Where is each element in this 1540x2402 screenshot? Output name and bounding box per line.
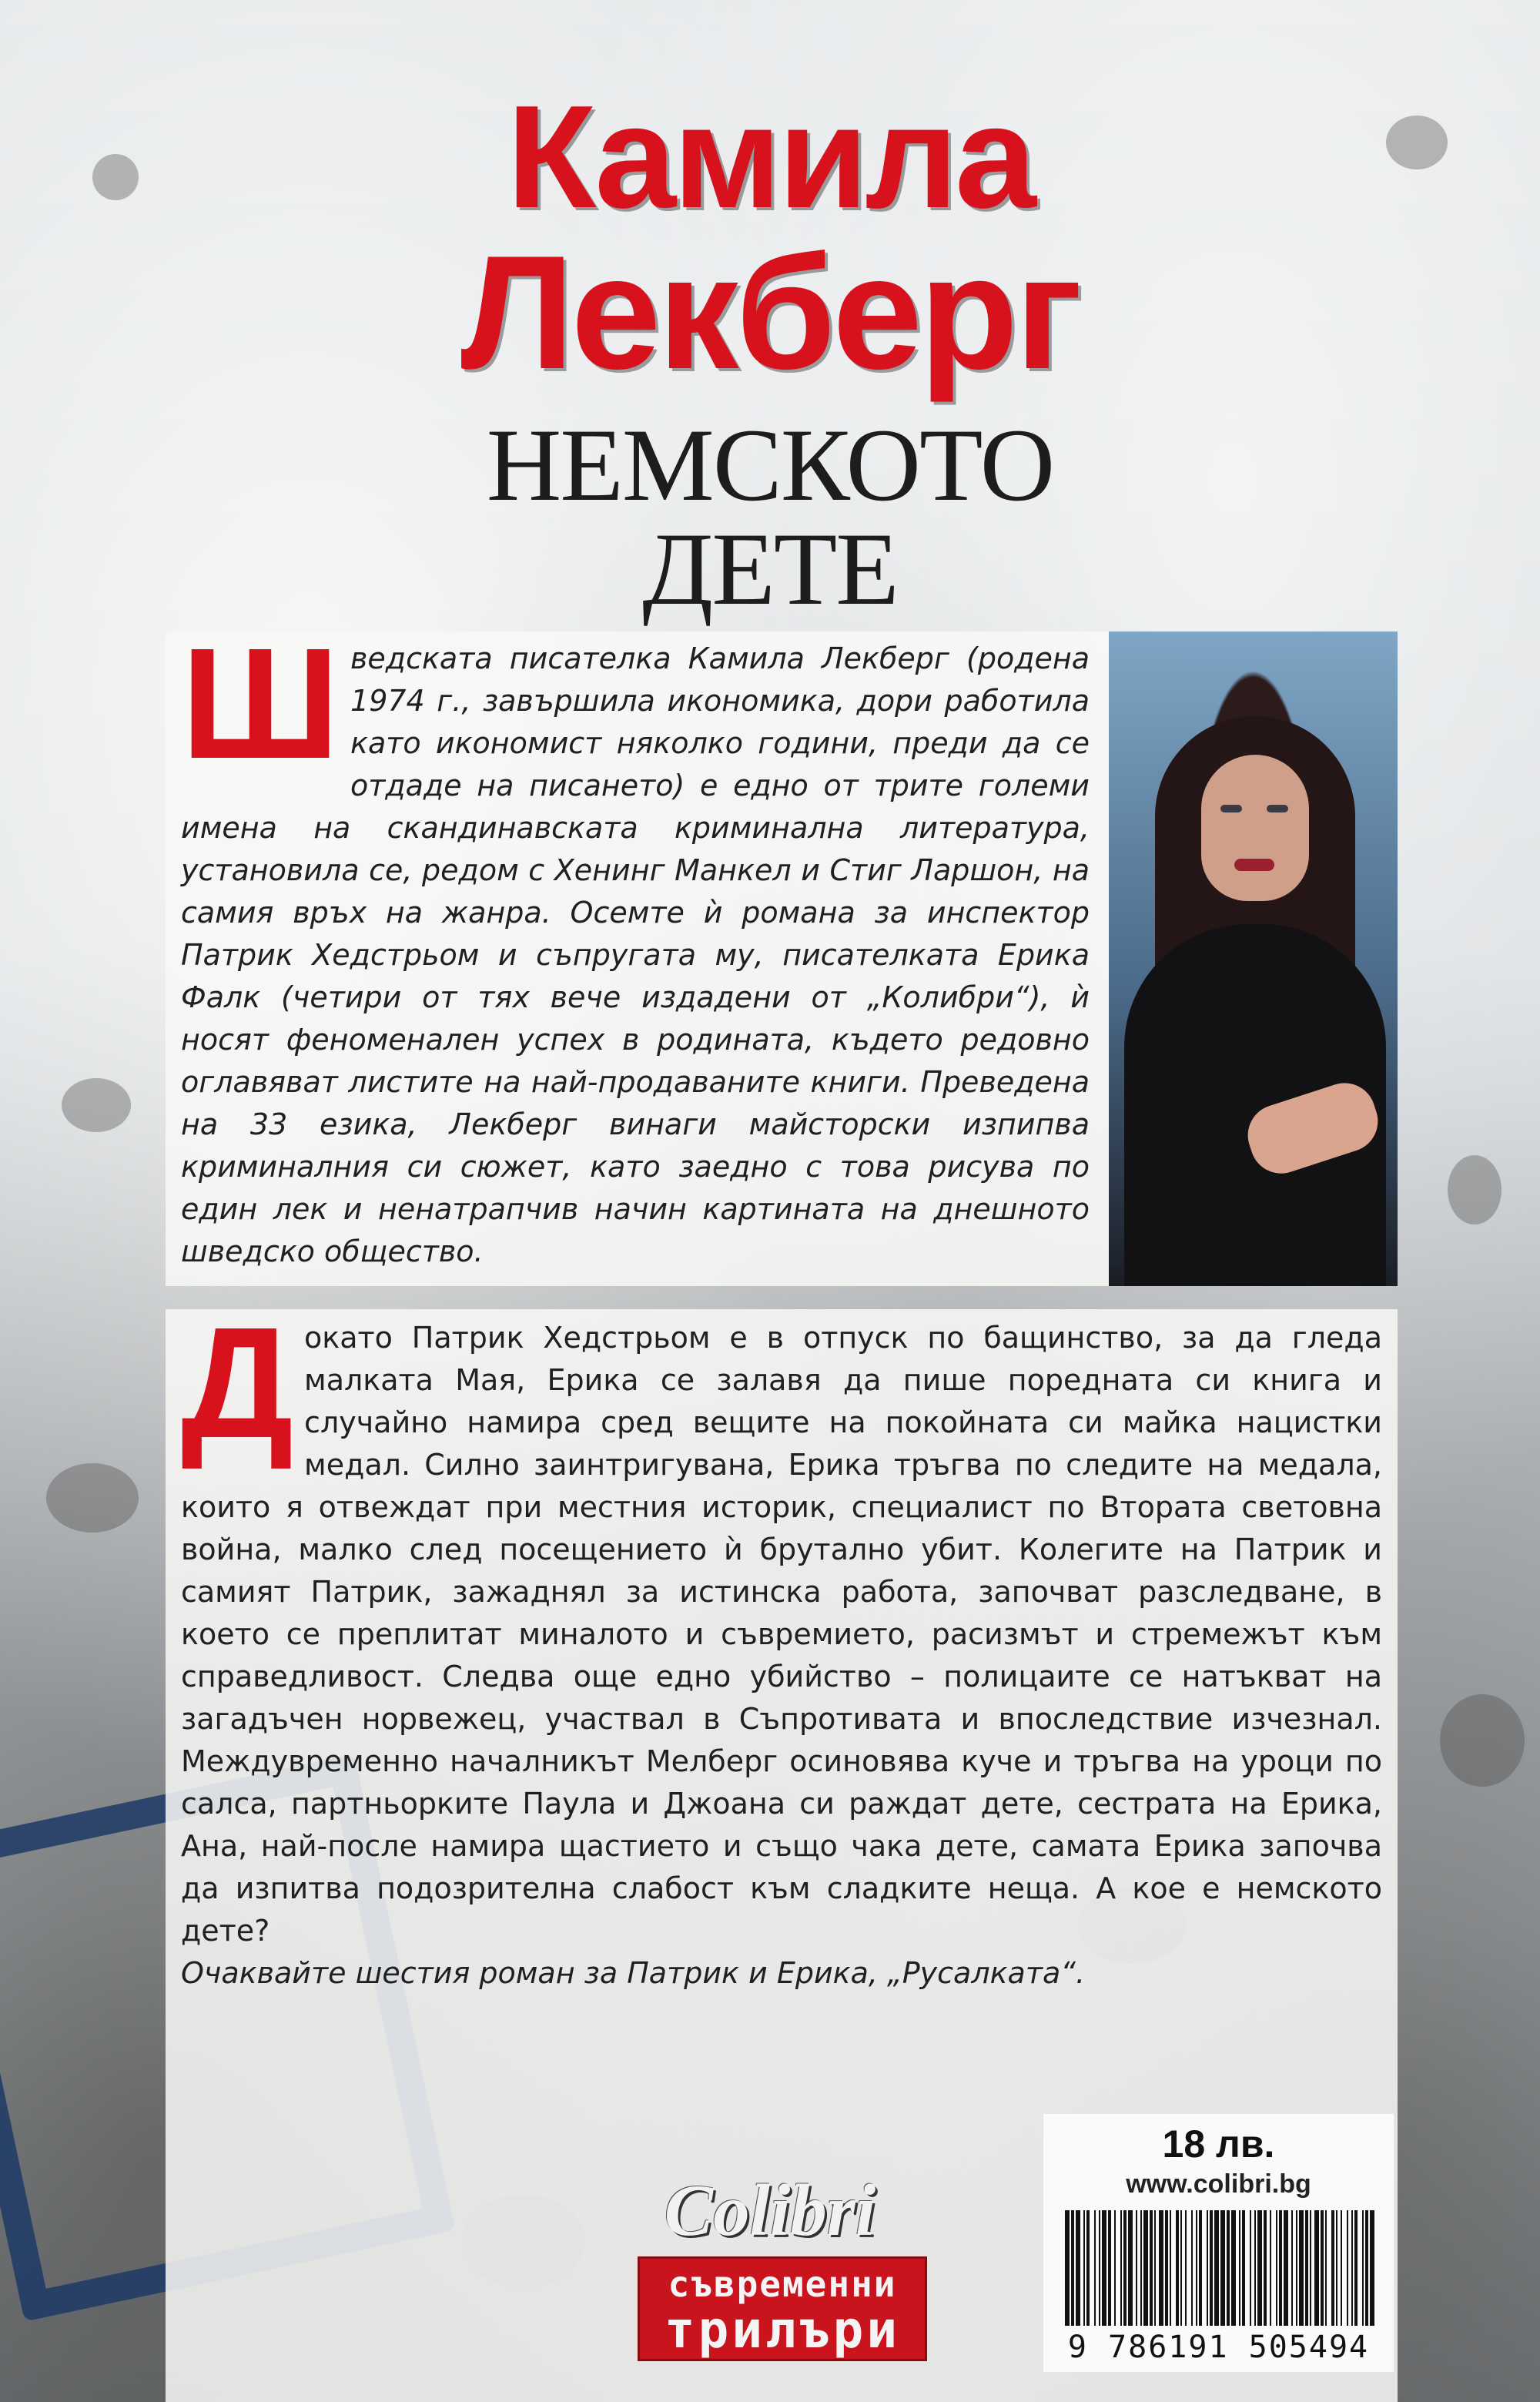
plot-body: окато Патрик Хедстрьом е в отпуск по бащинство, за да гледа малката Мая, Ерика се залавя да пише поредната си книга и случайно намира сред вещите на покойната си майка нацистки медал. Силно заинтригувана, Ерика тръгва по следите на медала, които я отвеждат при местния историк, специалист по Втората световна война, малко след посещението ѝ брутално убит. Колегите на Патрик и самият Патрик, зажаднял за истинска работа, започват разследване, в което се преплитат миналото и съвремието, расизмът и стремежът към справедливост. Следва още едно убийство – полицаите се натъкват на загадъчен норвежец, участвал в Съпротивата и впоследствие изчезнал. Междувременно началникът Мелберг осиновява куче и тръгва на уроци по салса, партньорките Паула и Джоана си раждат дете, сестрата на Ерика, Ана, най-после намира щастието и също чака дете, самата Ерика започва да изпитва подозрителна слабост към сладките неща. А кое е немското дете? <box>181 1321 1382 1948</box>
barcode-bar <box>1083 2210 1085 2326</box>
barcode-bar <box>1071 2210 1074 2326</box>
publisher-logo: Colibri <box>664 2169 876 2251</box>
barcode-bar <box>1094 2210 1096 2326</box>
barcode-bar <box>1270 2210 1271 2326</box>
plot-dropcap: Д <box>181 1295 294 1471</box>
barcode-bar <box>1347 2210 1348 2326</box>
barcode-bar <box>1239 2210 1240 2326</box>
barcode-bar <box>1250 2210 1251 2326</box>
barcode-bar <box>1185 2210 1187 2326</box>
barcode-bar <box>1220 2210 1225 2326</box>
series-line1: съвременни <box>668 2263 897 2305</box>
barcode-bar <box>1165 2210 1168 2326</box>
barcode-bar <box>1143 2210 1148 2326</box>
barcode-bar <box>1336 2210 1337 2326</box>
barcode-bar <box>1214 2210 1219 2326</box>
photo-face <box>1201 755 1309 901</box>
barcode-bar <box>1276 2210 1277 2326</box>
barcode-bar <box>1254 2210 1256 2326</box>
barcode-bar <box>1257 2210 1262 2326</box>
series-line2: трилъри <box>664 2300 901 2360</box>
photo-lips <box>1234 859 1274 871</box>
barcode-bar <box>1102 2210 1106 2326</box>
barcode-bar <box>1296 2210 1297 2326</box>
isbn-number: 9 786191 505494 <box>1067 2330 1370 2365</box>
barcode-bar <box>1284 2210 1288 2326</box>
barcode-bar <box>1114 2210 1116 2326</box>
book-title-line1: НЕМСКОТО <box>486 408 1054 523</box>
author-bio-panel <box>166 615 1398 1286</box>
barcode-bar <box>1242 2210 1245 2326</box>
snow-stain <box>1448 1155 1502 1224</box>
barcode-bar <box>1331 2210 1334 2326</box>
series-badge <box>638 2256 927 2361</box>
barcode-image <box>1060 2210 1376 2326</box>
barcode-bar <box>1291 2210 1293 2326</box>
author-photo <box>1109 631 1398 1286</box>
barcode-bar <box>1362 2210 1364 2326</box>
barcode-bar <box>1341 2210 1342 2326</box>
barcode-bar <box>1076 2210 1080 2326</box>
photo-eye <box>1220 805 1242 812</box>
barcode-bar <box>1365 2210 1368 2326</box>
barcode-bar <box>1310 2210 1311 2326</box>
barcode-bar <box>1210 2210 1213 2326</box>
barcode-bar <box>1314 2210 1319 2326</box>
author-first-name: Камила <box>507 75 1033 239</box>
snow-stain <box>62 1078 131 1132</box>
book-title-line2: ДЕТЕ <box>642 512 898 627</box>
bio-body: ведската писателка Камила Лекберг (родена 1974 г., завършила икономика, дори работила като икономист няколко години, преди да се отдаде на писането) е едно от трите големи имена на скандинавската криминална литература, установила се, редом с Хенинг Манкел и Стиг Ларшон, на самия връх на жанра. Осемте ѝ романа за инспектор Патрик Хедстрьом и съпругата му, писателката Ерика Фалк (четири от тях вече издадени от „Колибри“), ѝ носят феноменален успех в родината, където редовно оглавяват листите на най-продаваните книги. Преведена на 33 езика, Лекберг винаги майсторски изпипва криминалния си сюжет, като заедно с това рисува по един лек и ненатрапчив начин картината на днешното шведско общество. <box>181 642 1090 1268</box>
barcode-bar <box>1325 2210 1327 2326</box>
snow-stain <box>46 1463 139 1533</box>
barcode-bar <box>1065 2210 1070 2326</box>
barcode-bar <box>1108 2210 1111 2326</box>
barcode-bar <box>1305 2210 1308 2326</box>
publisher-website: www.colibri.bg <box>1126 2169 1311 2199</box>
plot-summary-text <box>181 1295 1382 1995</box>
barcode-bar <box>1199 2210 1202 2326</box>
barcode-bar <box>1176 2210 1179 2326</box>
bio-dropcap: Ш <box>181 615 340 792</box>
barcode-bar <box>1279 2210 1282 2326</box>
barcode-bar <box>1351 2210 1353 2326</box>
barcode-bar <box>1227 2210 1230 2326</box>
snow-stain <box>1440 1694 1525 1787</box>
barcode-bar <box>1354 2210 1358 2326</box>
barcode-bar <box>1123 2210 1127 2326</box>
barcode-bar <box>1150 2210 1153 2326</box>
price-barcode-box <box>1043 2114 1394 2372</box>
author-bio-text <box>181 615 1090 1273</box>
barcode-bar <box>1231 2210 1236 2326</box>
barcode-bar <box>1180 2210 1182 2326</box>
barcode-bar <box>1159 2210 1163 2326</box>
barcode-bar <box>1120 2210 1122 2326</box>
barcode-bar <box>1299 2210 1304 2326</box>
barcode-bar <box>1140 2210 1142 2326</box>
barcode-bar <box>1196 2210 1197 2326</box>
plot-closing: Очаквайте шестия роман за Патрик и Ерика, „Русалката“. <box>181 1956 1086 1990</box>
price-label: 18 лв. <box>1162 2122 1275 2166</box>
barcode-bar <box>1099 2210 1100 2326</box>
author-last-name: Лекберг <box>460 222 1080 403</box>
barcode-bar <box>1264 2210 1267 2326</box>
barcode-bar <box>1154 2210 1156 2326</box>
barcode-bar <box>1321 2210 1324 2326</box>
barcode-bar <box>1207 2210 1208 2326</box>
photo-eye <box>1267 805 1288 812</box>
barcode-bar <box>1191 2210 1193 2326</box>
barcode-bar <box>1086 2210 1090 2326</box>
barcode-bar <box>1170 2210 1171 2326</box>
barcode-bar <box>1128 2210 1133 2326</box>
barcode-bar <box>1136 2210 1137 2326</box>
barcode-bar <box>1370 2210 1374 2326</box>
